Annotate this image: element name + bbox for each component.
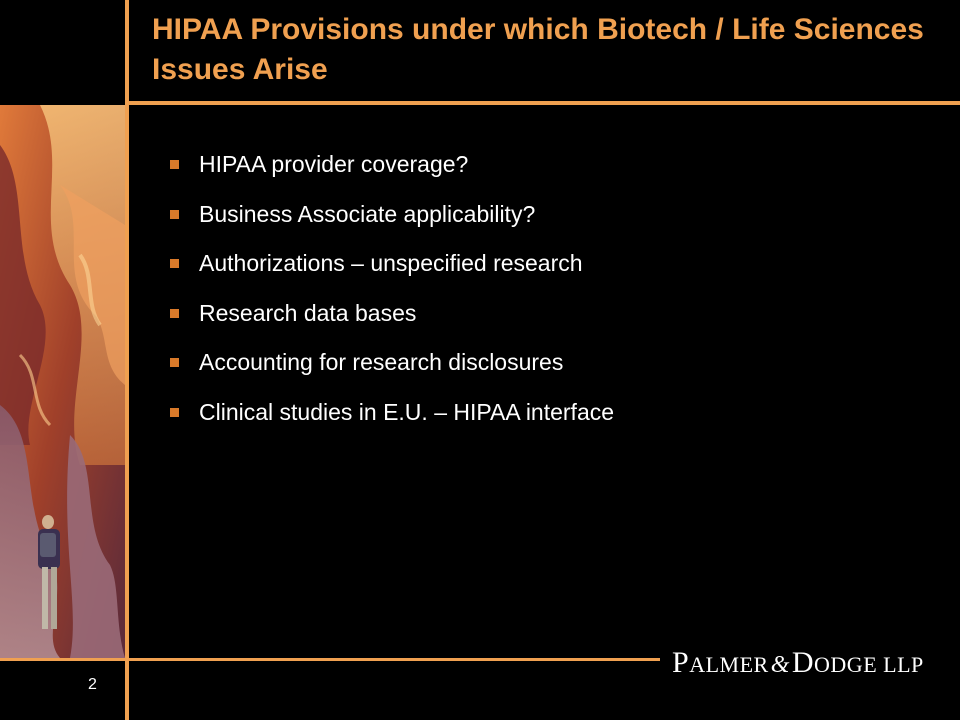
title-underline <box>129 101 960 105</box>
square-bullet-icon <box>170 160 179 169</box>
logo-ampersand: & <box>770 652 790 678</box>
bullet-text: Authorizations – unspecified research <box>199 250 583 277</box>
footer-line <box>0 658 660 661</box>
bullet-item <box>170 289 614 339</box>
square-bullet-icon <box>170 309 179 318</box>
bullet-list <box>170 140 614 437</box>
square-bullet-icon <box>170 408 179 417</box>
bullet-text: HIPAA provider coverage? <box>199 151 469 178</box>
logo-p-initial: P <box>672 646 690 679</box>
firm-logo <box>672 646 924 680</box>
bullet-text: Business Associate applicability? <box>199 200 536 227</box>
slide-title: HIPAA Provisions under which Biotech / Life Sciences Issues Arise <box>152 13 924 86</box>
logo-d-rest: ODGE LLP <box>814 652 924 677</box>
vertical-divider-line <box>125 0 129 720</box>
bullet-text: Accounting for research disclosures <box>199 349 564 376</box>
bullet-item <box>170 388 614 438</box>
logo-p-rest: ALMER <box>689 652 769 677</box>
bullet-text: Clinical studies in E.U. – HIPAA interface <box>199 398 615 425</box>
bullet-text: Research data bases <box>199 299 417 326</box>
bullet-item <box>170 338 614 388</box>
bullet-item <box>170 140 614 190</box>
square-bullet-icon <box>170 210 179 219</box>
page-number: 2 <box>88 676 97 693</box>
square-bullet-icon <box>170 358 179 367</box>
square-bullet-icon <box>170 259 179 268</box>
bullet-item <box>170 239 614 289</box>
canyon-photo <box>0 105 125 658</box>
bullet-item <box>170 190 614 240</box>
logo-d-initial: D <box>791 646 815 679</box>
